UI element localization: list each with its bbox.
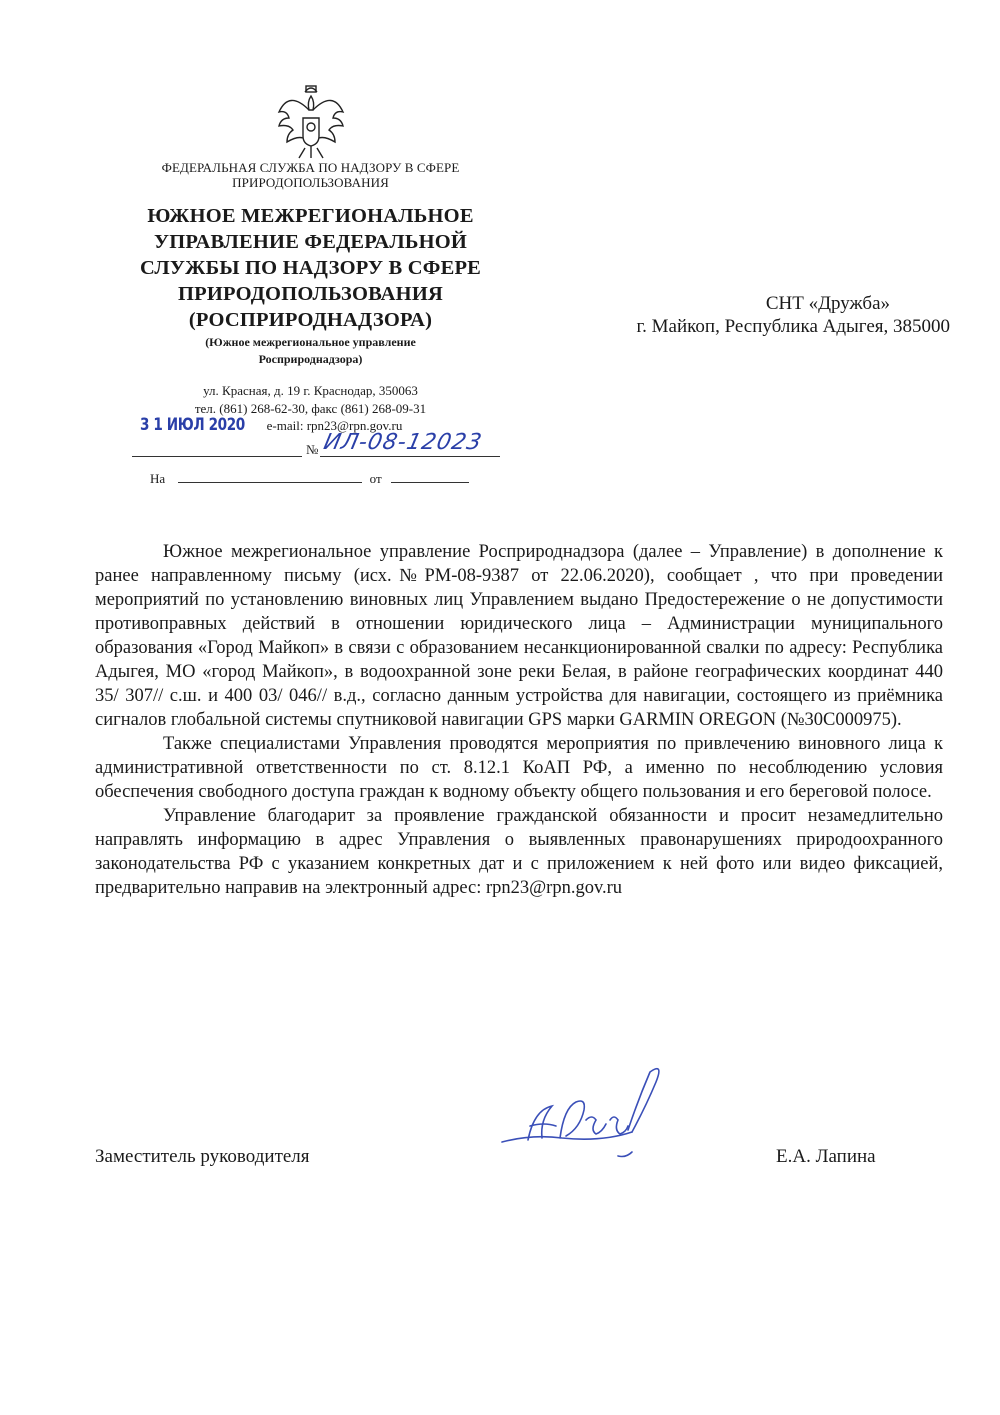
email-address: e-mail: rpn23@rpn.gov.ru: [266, 418, 403, 433]
letter-body: [95, 540, 943, 900]
na-blank: [178, 470, 362, 483]
agency-name-line2: ПРИРОДОПОЛЬЗОВАНИЯ: [232, 175, 389, 190]
org-name-line2: УПРАВЛЕНИЕ ФЕДЕРАЛЬНОЙ: [153, 231, 468, 253]
ot-label: от: [369, 471, 382, 486]
organization-short-name: [118, 334, 503, 368]
organization-contacts: [118, 382, 503, 418]
paragraph-2: Также специалистами Управления проводятся мероприятия по привлечению виновного лица к административной ответственности по ст. 8.12.1 КоАП РФ, а именно по несоблюдению условия обеспечения свободного доступа граждан к водному объекту общего пользования и его береговой полосе.: [95, 734, 943, 802]
org-name-line3: СЛУЖБЫ ПО НАДЗОРУ В СФЕРЕ: [139, 257, 482, 279]
paragraph-1: Южное межрегиональное управление Росприроднадзора (далее – Управление) в дополнение к ранее направленному письму (исх.№РМ-08-9387 от 22.06.2020), сообщает , что при проведении мероприятий по установлению виновных лиц Управлением выдано Предостережение о не допустимости противоправных действий в отношении юридического лица – Администрации муниципального образования «Город Майкоп» в связи с образованием несанкционированной свалки по адресу: Республика Адыгея, МО «город Майкоп», в водоохранной зоне реки Белая, в районе географических координат 440 35/ 307// с.ш. и 400 03/ 046// в.д., согласно данным устройства для навигации, состоящего из приёмника сигналов глобальной системы спутниковой навигации GPS марки GARMIN OREGON (№30C000975).: [95, 542, 943, 730]
na-label: На: [150, 471, 166, 486]
signatory-name: Е.А. Лапина: [776, 1146, 876, 1167]
recipient-name: СНТ «Дружба»: [765, 293, 890, 314]
phone-fax: тел. (861) 268-62-30, факс (861) 268-09-31: [194, 401, 427, 416]
recipient-block: [540, 292, 950, 338]
reg-number-label: №: [306, 442, 319, 457]
coat-of-arms-emblem: [275, 82, 347, 162]
reg-number-handwritten: ИЛ-08-12023: [321, 430, 485, 455]
recipient-address: г. Майкоп, Республика Адыгея, 385000: [636, 316, 950, 337]
reg-number-underline: [320, 456, 500, 457]
date-underline: [132, 456, 302, 457]
reference-row: [150, 470, 469, 487]
org-name-line1: ЮЖНОЕ МЕЖРЕГИОНАЛЬНОЕ: [147, 205, 474, 227]
handwritten-signature: [500, 1060, 690, 1170]
org-short-line2: Росприроднадзора): [258, 352, 363, 366]
agency-name-line1: ФЕДЕРАЛЬНАЯ СЛУЖБА ПО НАДЗОРУ В СФЕРЕ: [161, 160, 460, 175]
paragraph-3: Управление благодарит за проявление гражданской обязанности и просит незамедлительно направлять информацию в адрес Управления о выявленных правонарушениях природоохранного законодательства РФ с указанием конкретных дат и с приложением к ней фото или видео фиксацией, предварительно направив на электронный адрес: rpn23@rpn.gov.ru: [95, 806, 943, 898]
agency-name: [118, 160, 503, 190]
postal-address: ул. Красная, д. 19 г. Краснодар, 350063: [203, 383, 418, 398]
organization-name: [118, 203, 503, 333]
org-name-line5: (РОСПРИРОДНАДЗОРА): [188, 309, 433, 331]
org-short-line1: (Южное межрегиональное управление: [205, 335, 416, 349]
org-name-line4: ПРИРОДОПОЛЬЗОВАНИЯ: [178, 283, 443, 305]
signatory-title: Заместитель руководителя: [95, 1146, 310, 1167]
date-stamp: 3 1 ИЮЛ 2020: [140, 415, 245, 435]
ot-blank: [391, 470, 469, 483]
